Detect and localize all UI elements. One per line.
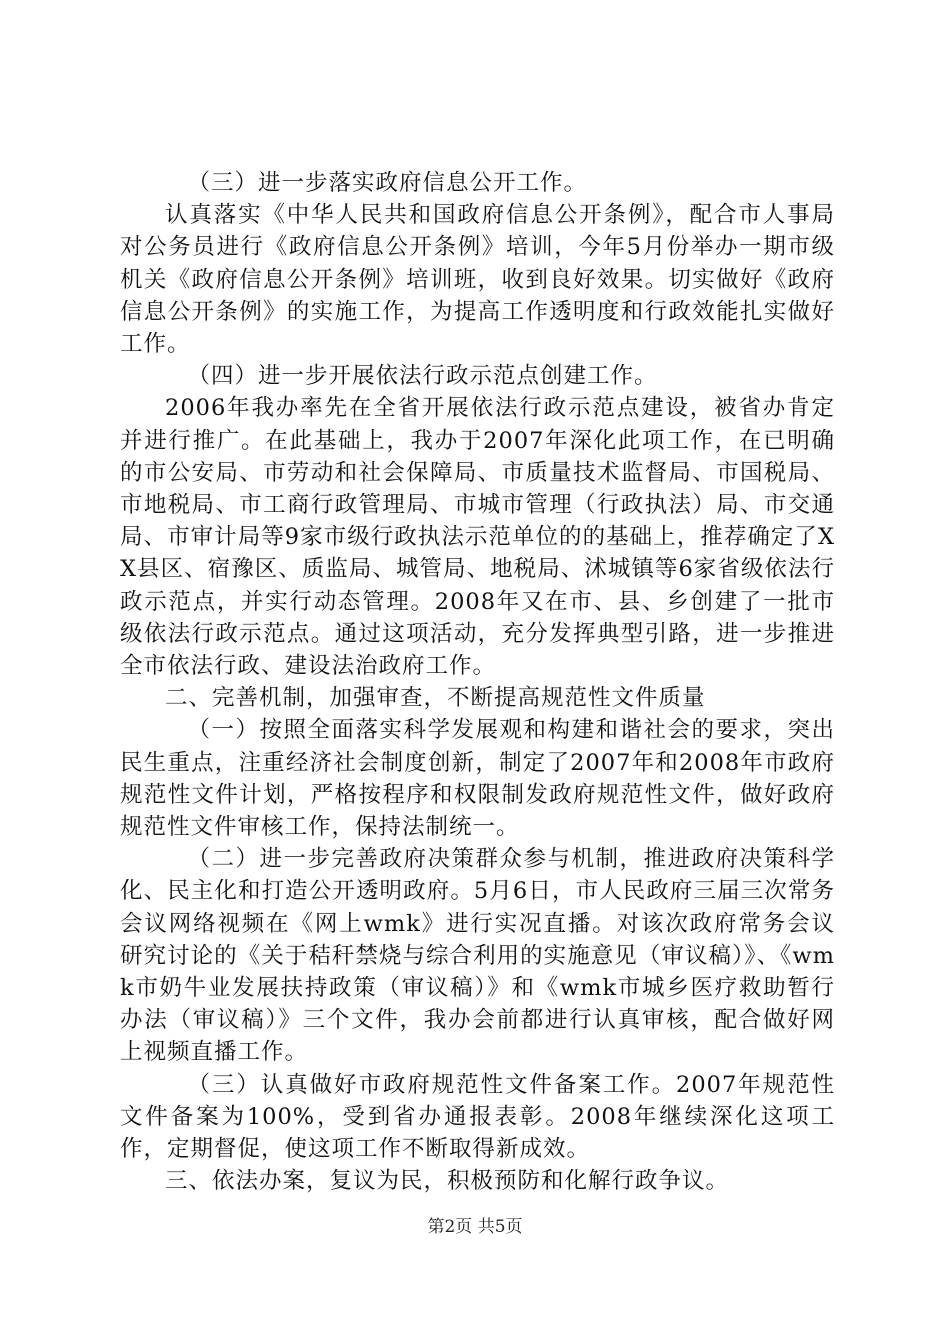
paragraph-part-2-heading: 二、完善机制，加强审查，不断提高规范性文件质量 xyxy=(165,685,706,712)
paragraph-part-2-item-2: （二）进一步完善政府决策群众参与机制，推进政府决策科学化、民主化和打造公开透明政府。5月6日，市人民政府三届三次常务会议网络视频在《网上wmk》进行实况直播。对该次政府常务会议研究讨论的《关于秸秆禁烧与综合利用的实施意见（审议稿）》、《wmk市奶牛业发展扶持政策（审议稿）》和《wmk市城乡医疗救助暂行办法（审议稿）》三个文件，我办会前都进行认真审核，配合做好网上视频直播工作。 xyxy=(120,846,835,1066)
paragraph-part-2-item-1: （一）按照全面落实科学发展观和构建和谐社会的要求，突出民生重点，注重经济社会制度创新，制定了2007年和2008年市政府规范性文件计划，严格按程序和权限制发政府规范性文件，做好政府规范性文件审核工作，保持法制统一。 xyxy=(120,717,835,841)
paragraph-section-3-heading: （三）进一步落实政府信息公开工作。 xyxy=(187,170,588,196)
paragraph-section-4-heading: （四）进一步开展依法行政示范点创建工作。 xyxy=(187,363,658,390)
page-footer: 第2页 共5页 xyxy=(427,1217,523,1237)
paragraph-part-3-heading: 三、依法办案，复议为民，积极预防和化解行政争议。 xyxy=(165,1168,730,1195)
paragraph-part-2-item-3: （三）认真做好市政府规范性文件备案工作。2007年规范性文件备案为100%，受到省办通报表彰。2008年继续深化这项工作，定期督促，使这项工作不断取得新成效。 xyxy=(120,1071,835,1163)
document-body xyxy=(120,167,835,1198)
paragraph-info-disclosure: 认真落实《中华人民共和国政府信息公开条例》，配合市人事局对公务员进行《政府信息公开条例》培训，今年5月份举办一期市级机关《政府信息公开条例》培训班，收到良好效果。切实做好《政府信息公开条例》的实施工作，为提高工作透明度和行政效能扎实做好工作。 xyxy=(120,202,835,358)
paragraph-demonstration-sites: 2006年我办率先在全省开展依法行政示范点建设，被省办肯定并进行推广。在此基础上，我办于2007年深化此项工作，在已明确的市公安局、市劳动和社会保障局、市质量技术监督局、市国税局、市地税局、市工商行政管理局、市城市管理（行政执法）局、市交通局、市审计局等9家市级行政执法示范单位的的基础上，推荐确定了XX县区、宿豫区、质监局、城管局、地税局、沭城镇等6家省级依法行政示范点，并实行动态管理。2008年又在市、县、乡创建了一批市级依法行政示范点。通过这项活动，充分发挥典型引路，进一步推进全市依法行政、建设法治政府工作。 xyxy=(120,395,835,680)
